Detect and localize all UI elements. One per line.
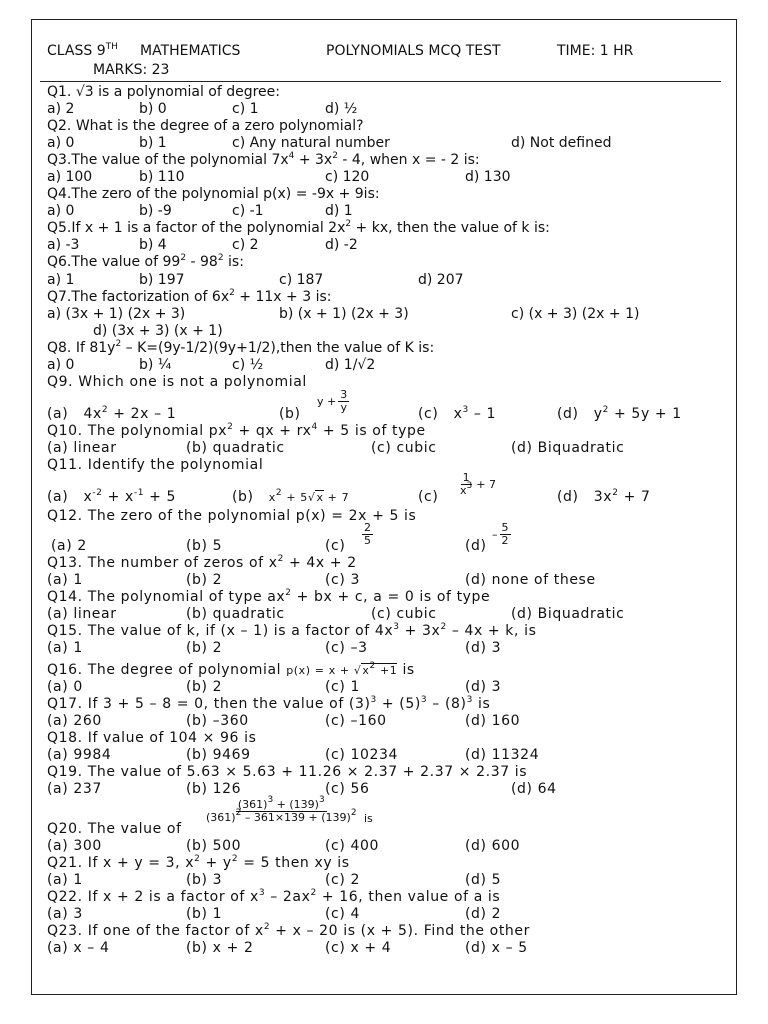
q17-option-b: (b) –360 — [186, 713, 249, 729]
q13-option-d: (d) none of these — [465, 572, 596, 588]
q16-option-d: (d) 3 — [465, 679, 502, 695]
q10-option-b: (b) quadratic — [186, 440, 285, 456]
time-label: TIME: 1 HR — [557, 43, 634, 59]
q18-option-c: (c) 10234 — [325, 747, 399, 763]
q9-option-d: (d) $y^2 + 5y + 1$ — [557, 405, 682, 422]
q14-option-d: (d) Biquadratic — [511, 606, 625, 622]
q1-option-b: b) 0 — [139, 101, 167, 117]
q8-option-b: b) ¼ — [139, 357, 172, 373]
q6-option-d: d) 207 — [418, 272, 464, 288]
q16-expression: $p(x) = x + √x^2 +1$ — [286, 661, 398, 677]
class-label: CLASS 9TH — [47, 42, 118, 59]
q21-option-b: (b) 3 — [186, 872, 223, 888]
q20-option-b: (b) 500 — [186, 838, 242, 854]
q8-option-d: d) 1/√2 — [325, 357, 376, 373]
q15-option-d: (d) 3 — [465, 640, 502, 656]
q4-option-b: b) -9 — [139, 203, 172, 219]
q20-option-d: (d) 600 — [465, 838, 521, 854]
question-15: Q15. The value of k, if (x – 1) is a factor of $4x^3 + 3x^2 - 4x + k$, is — [47, 622, 537, 639]
q21-option-c: (c) 2 — [325, 872, 360, 888]
q11-option-c-label: (c) — [418, 489, 439, 505]
q22-option-c: (c) 4 — [325, 906, 360, 922]
q21-option-a: (a) 1 — [47, 872, 83, 888]
question-12: Q12. The zero of the polynomial p(x) = 2x + 5 is — [47, 508, 417, 524]
q19-option-d: (d) 64 — [511, 781, 557, 797]
question-17: Q17. If 3 + 5 – 8 = 0, then the value of $(3)^3 + (5)^3 - (8)^3$ is — [47, 695, 491, 712]
q20-option-a: (a) 300 — [47, 838, 102, 854]
test-header — [47, 43, 727, 63]
q12-option-d-expr: – $\frac{5}{2}$ — [492, 521, 509, 547]
question-3: Q3.The value of the polynomial $7x^4 + 3x^2 - 4$, when x = - 2 is: — [47, 151, 480, 168]
q1-option-a: a) 2 — [47, 101, 75, 117]
q19-option-c: (c) 56 — [325, 781, 370, 797]
q19-option-b: (b) 126 — [186, 781, 242, 797]
q11-option-b: (b) $x^2 + 5√x + 7$ — [232, 488, 350, 505]
q8-option-a: a) 0 — [47, 357, 75, 373]
question-7: Q7.The factorization of $6x^2 + 11x + 3$ is: — [47, 288, 332, 305]
q23-option-d: (d) x – 5 — [465, 940, 528, 956]
q20-option-c: (c) 400 — [325, 838, 379, 854]
q16-option-a: (a) 0 — [47, 679, 83, 695]
radical: x — [316, 491, 324, 504]
q5-option-c: c) 2 — [232, 237, 259, 253]
question-18: Q18. If value of 104 × 96 is — [47, 730, 257, 746]
subject-label: MATHEMATICS — [140, 43, 241, 59]
q23-option-a: (a) x – 4 — [47, 940, 110, 956]
q18-option-b: (b) 9469 — [186, 747, 251, 763]
q4-option-a: a) 0 — [47, 203, 75, 219]
question-16: Q16. The degree of polynomial $p(x) = x + √x^2 +1$ is — [47, 661, 415, 678]
q3-option-a: a) 100 — [47, 169, 93, 185]
question-21: Q21. If x + y = 3, $x^2 + y^2 = 5$ then xy is — [47, 854, 350, 871]
q2-option-b: b) 1 — [139, 135, 167, 151]
question-19: Q19. The value of 5.63 × 5.63 + 11.26 × 2.37 + 2.37 × 2.37 is — [47, 764, 528, 780]
q20-expression — [202, 795, 361, 824]
question-10: Q10. The polynomial $px^2$ + qx + $rx^4 + 5$ is of type — [47, 422, 426, 439]
q4-option-c: c) -1 — [232, 203, 264, 219]
q17-option-d: (d) 160 — [465, 713, 521, 729]
q9-option-b-expr: y + $\frac{3}{y}$ — [317, 388, 348, 414]
q7-option-c: c) (x + 3) (2x + 1) — [511, 306, 640, 322]
q21-option-d: (d) 5 — [465, 872, 502, 888]
test-title: POLYNOMIALS MCQ TEST — [326, 43, 501, 59]
q9-option-b-label: (b) — [279, 406, 301, 422]
fraction: $\frac{2}{5}$ — [364, 521, 371, 547]
q18-option-d: (d) 11324 — [465, 747, 540, 763]
q6-option-b: b) 197 — [139, 272, 185, 288]
question-1: Q1. √3 is a polynomial of degree: — [47, 84, 281, 100]
q7-option-d: d) (3x + 3) (x + 1) — [93, 323, 223, 339]
q12-option-b: (b) 5 — [186, 538, 223, 554]
q15-option-c: (c) –3 — [325, 640, 368, 656]
fraction: $\frac{3}{y}$ — [340, 388, 348, 414]
q17-option-a: (a) 260 — [47, 713, 102, 729]
q15-option-a: (a) 1 — [47, 640, 83, 656]
question-14: Q14. The polynomial of type $ax^2$ + bx + c, a = 0 is of type — [47, 588, 491, 605]
fraction: $\frac{5}{2}$ — [501, 521, 509, 547]
question-5: Q5.If x + 1 is a factor of the polynomial $2x^2$ + kx, then the value of k is: — [47, 219, 550, 236]
q12-option-c-expr — [360, 522, 375, 546]
question-13: Q13. The number of zeros of $x^2 + 4x + 2$ — [47, 554, 357, 571]
q7-option-a: a) (3x + 1) (2x + 3) — [47, 306, 186, 322]
q16-option-c: (c) 1 — [325, 679, 360, 695]
q11-option-d: (d) $3x^2 + 7$ — [557, 488, 651, 505]
q9-option-a: (a) $4x^2 + 2x - 1$ — [47, 405, 177, 422]
q12-option-a: (a) 2 — [51, 538, 87, 554]
q2-option-a: a) 0 — [47, 135, 75, 151]
question-22: Q22. If x + 2 is a factor of $x^3 - 2ax^2 + 16$, then value of a is — [47, 888, 501, 905]
q5-option-b: b) 4 — [139, 237, 167, 253]
fraction: $\frac{(361)^3 + (139)^3}{(361)^2 - 361\times 139 + (139)^2}$ — [206, 795, 357, 824]
q3-option-d: d) 130 — [465, 169, 511, 185]
question-9: Q9. Which one is not a polynomial — [47, 374, 307, 390]
question-20: Q20. The value of — [47, 821, 182, 837]
q2-option-d: d) Not defined — [511, 135, 612, 151]
q10-option-a: (a) linear — [47, 440, 117, 456]
q10-option-c: (c) cubic — [371, 440, 437, 456]
q12-option-d-label: (d) — [465, 538, 487, 554]
q6-option-a: a) 1 — [47, 272, 75, 288]
q1-option-d: d) ½ — [325, 101, 358, 117]
q22-option-b: (b) 1 — [186, 906, 223, 922]
q23-option-b: (b) x + 2 — [186, 940, 254, 956]
q10-option-d: (d) Biquadratic — [511, 440, 625, 456]
question-2: Q2. What is the degree of a zero polynomial? — [47, 118, 364, 134]
q22-option-a: (a) 3 — [47, 906, 83, 922]
q4-option-d: d) 1 — [325, 203, 353, 219]
q7-option-b: b) (x + 1) (2x + 3) — [279, 306, 409, 322]
q14-option-b: (b) quadratic — [186, 606, 285, 622]
q17-option-c: (c) –160 — [325, 713, 387, 729]
question-6: Q6.The value of $99^2 - 98^2$ is: — [47, 253, 244, 270]
q14-option-c: (c) cubic — [371, 606, 437, 622]
q2-option-c: c) Any natural number — [232, 135, 390, 151]
question-11: Q11. Identify the polynomial — [47, 457, 264, 473]
q5-option-d: d) -2 — [325, 237, 358, 253]
q12-option-c-label: (c) — [325, 538, 346, 554]
q5-option-a: a) -3 — [47, 237, 80, 253]
header-rule — [40, 81, 721, 82]
q22-option-d: (d) 2 — [465, 906, 502, 922]
q6-option-c: c) 187 — [279, 272, 324, 288]
question-8: Q8. If $81y^2$ – K=(9y-1/2)(9y+1/2),then the value of K is: — [47, 339, 435, 356]
q1-option-c: c) 1 — [232, 101, 259, 117]
q19-option-a: (a) 237 — [47, 781, 102, 797]
q3-option-c: c) 120 — [325, 169, 370, 185]
q8-option-c: c) ½ — [232, 357, 264, 373]
q13-option-a: (a) 1 — [47, 572, 83, 588]
fraction: $\frac{1}{x^3}$ — [460, 471, 473, 497]
q20-tail: is — [364, 812, 373, 825]
question-23: Q23. If one of the factor of $x^2 + x - 20$ is (x + 5). Find the other — [47, 922, 530, 939]
q11-option-a: (a) $x^{-2} + x^{-1} + 5$ — [47, 488, 177, 505]
q18-option-a: (a) 9984 — [47, 747, 112, 763]
q13-option-c: (c) 3 — [325, 572, 360, 588]
question-4: Q4.The zero of the polynomial p(x) = -9x + 9is: — [47, 186, 380, 202]
q3-option-b: b) 110 — [139, 169, 185, 185]
q11-option-c-expr: $\frac{1}{x^3}$ + 7 — [460, 471, 496, 497]
q23-option-c: (c) x + 4 — [325, 940, 392, 956]
q9-option-c: (c) $x^3 - 1$ — [418, 405, 497, 422]
q14-option-a: (a) linear — [47, 606, 117, 622]
marks-label: MARKS: 23 — [93, 62, 170, 78]
q13-option-b: (b) 2 — [186, 572, 223, 588]
q16-option-b: (b) 2 — [186, 679, 223, 695]
q15-option-b: (b) 2 — [186, 640, 223, 656]
